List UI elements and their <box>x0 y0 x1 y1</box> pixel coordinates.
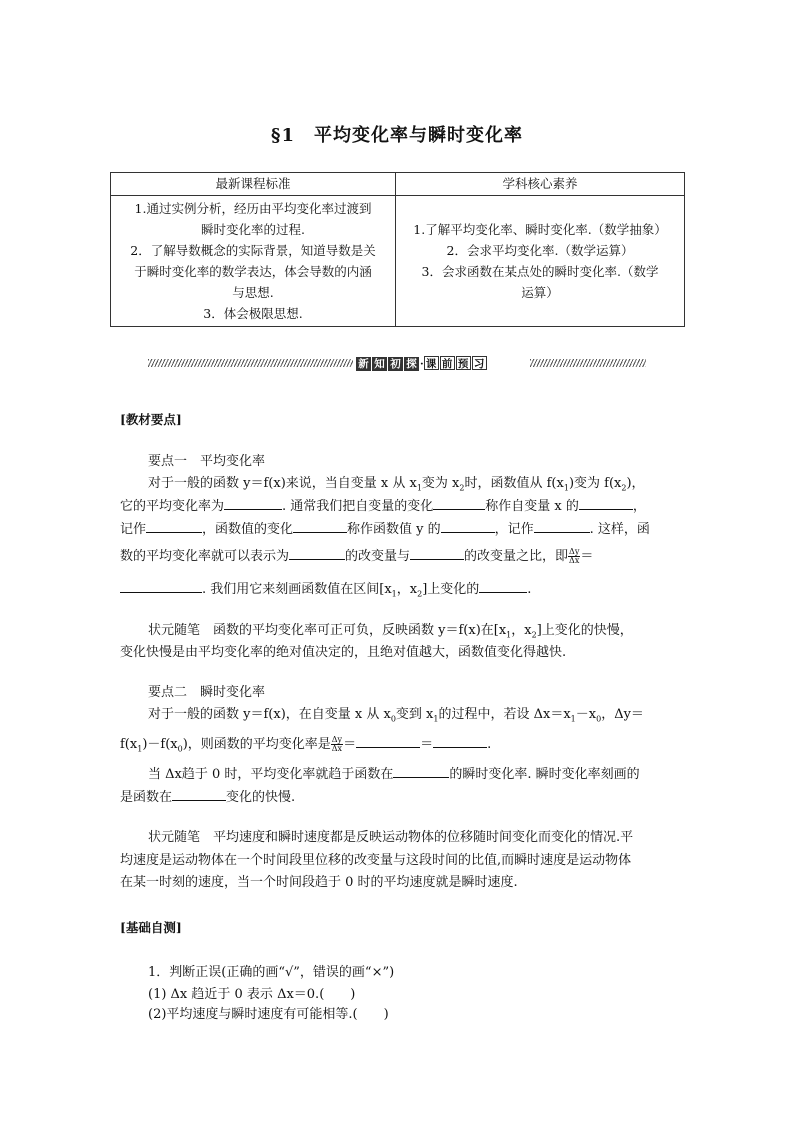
banner-badge <box>356 356 488 370</box>
table-line: 与思想. <box>232 285 274 300</box>
table-header-literacy: 学科核心素养 <box>396 173 685 196</box>
answer-blank[interactable] <box>293 520 347 533</box>
answer-blank[interactable] <box>579 497 633 510</box>
answer-blank[interactable] <box>433 497 485 510</box>
banner-char: 前 <box>440 356 455 370</box>
point1-line4: 数的平均变化率就可以表示为 的改变量与 的改变量之比，即 $\frac{\Delta y}{\Delta x}$ ＝ <box>120 547 594 565</box>
page-title: §1 平均变化率与瞬时变化率 <box>271 125 523 146</box>
table-header-standard: 最新课程标准 <box>111 173 396 196</box>
answer-blank[interactable] <box>146 520 202 533</box>
banner-char: 新 <box>356 357 371 371</box>
section-heading-selftest: [基础自测] <box>120 920 182 935</box>
section-banner <box>148 356 646 370</box>
banner-char: 预 <box>456 356 471 370</box>
banner-char: 探 <box>404 357 419 371</box>
standards-table <box>110 172 685 327</box>
table-cell-literacy <box>396 196 685 327</box>
quiz-item-1: (1) Δx 趋近于 0 表示 Δx＝0.( ) <box>148 987 356 1002</box>
quiz-question-1: 1．判断正误(正确的画“√”，错误的画“×”) <box>148 965 395 980</box>
answer-blank[interactable] <box>534 520 590 533</box>
answer-blank[interactable] <box>224 497 282 510</box>
point2-heading: 要点二 瞬时变化率 <box>148 685 266 700</box>
answer-blank[interactable] <box>393 765 449 778</box>
banner-hatch-right <box>530 359 646 367</box>
table-line: 于瞬时变化率的数学表达，体会导数的内涵 <box>134 264 372 279</box>
point1-line5: . 我们用它来刻画函数值在区间[$x_1$，$x_2$]上变化的 . <box>120 579 531 606</box>
banner-dot: · <box>420 358 424 370</box>
section-heading-textbook: [教材要点] <box>120 412 182 427</box>
table-line: 瞬时变化率的过程. <box>201 222 305 237</box>
banner-char: 知 <box>372 357 387 371</box>
note2-line2: 均速度是运动物体在一个时间段里位移的改变量与这段时间的比值,而瞬时速度是运动物体 <box>120 853 632 868</box>
answer-blank[interactable] <box>433 735 487 748</box>
note1-line2: 变化快慢是由平均变化率的绝对值决定的，且绝对值越大，函数值变化得越快. <box>120 645 567 660</box>
table-line: 3．体会极限思想. <box>203 306 303 321</box>
banner-char: 课 <box>424 356 439 370</box>
answer-blank[interactable] <box>479 580 527 593</box>
quiz-item-2: (2)平均速度与瞬时速度有可能相等.( ) <box>148 1007 389 1022</box>
point2-line4: 是函数在 变化的快慢. <box>120 790 296 805</box>
table-line: 运算） <box>521 285 559 300</box>
answer-blank[interactable] <box>410 547 464 560</box>
answer-blank[interactable] <box>289 547 345 560</box>
point1-line3: 记作 ，函数值的变化 称作函数值 y 的 ，记作 . 这样，函 <box>120 522 650 537</box>
note2-line3: 在某一时刻的速度，当一个时间段趋于 0 时的平均速度就是瞬时速度. <box>120 875 518 890</box>
banner-char: 习 <box>472 356 487 370</box>
table-line: 2．了解导数概念的实际背景，知道导数是关 <box>130 243 376 258</box>
note1-line1: 状元随笔 函数的平均变化率可正可负，反映函数 y＝f(x)在[$x_1$，$x_2$]上变化的快慢， <box>148 623 633 640</box>
banner-char: 初 <box>388 357 403 371</box>
fraction-dy-dx: $\frac{\Delta y}{\Delta x}$ <box>331 735 343 753</box>
answer-blank[interactable] <box>441 520 495 533</box>
table-cell-standard <box>111 196 396 327</box>
banner-hatch-left <box>148 359 353 367</box>
point1-heading: 要点一 平均变化率 <box>148 454 266 469</box>
point2-line2: $f(x_1)-f(x_0)$，则函数的平均变化率是 $\frac{\Delta y}{\Delta x}$ ＝ ＝ . <box>120 735 492 754</box>
point1-line1: 对于一般的函数 y＝f(x)来说，当自变量 x 从 $x_1$变为 $x_2$时，函数值从 $f(x_1)$变为 $f(x_2)$， <box>148 476 645 493</box>
table-line: 1.了解平均变化率、瞬时变化率.（数学抽象） <box>413 222 667 237</box>
table-line: 2．会求平均变化率.（数学运算） <box>446 243 634 258</box>
point2-line1: 对于一般的函数 y＝f(x)，在自变量 x 从 $x_0$变到 $x_1$的过程中，若设 $\Delta x=x_1-x_0$，Δy＝ <box>148 707 644 724</box>
note2-line1: 状元随笔 平均速度和瞬时速度都是反映运动物体的位移随时间变化而变化的情况.平 <box>148 830 634 845</box>
answer-blank[interactable] <box>172 788 226 801</box>
point2-line3: 当 Δx趋于 0 时，平均变化率就趋于函数在 的瞬时变化率. 瞬时变化率刻画的 <box>148 767 640 782</box>
fraction-dy-dx: $\frac{\Delta y}{\Delta x}$ <box>569 547 580 565</box>
answer-blank[interactable] <box>356 735 420 748</box>
table-line: 3．会求函数在某点处的瞬时变化率.（数学 <box>421 264 659 279</box>
table-line: 1.通过实例分析，经历由平均变化率过渡到 <box>134 201 372 216</box>
answer-blank[interactable] <box>120 580 202 593</box>
point1-line2: 它的平均变化率为 . 通常我们把自变量的变化 称作自变量 x 的 ， <box>120 499 646 514</box>
